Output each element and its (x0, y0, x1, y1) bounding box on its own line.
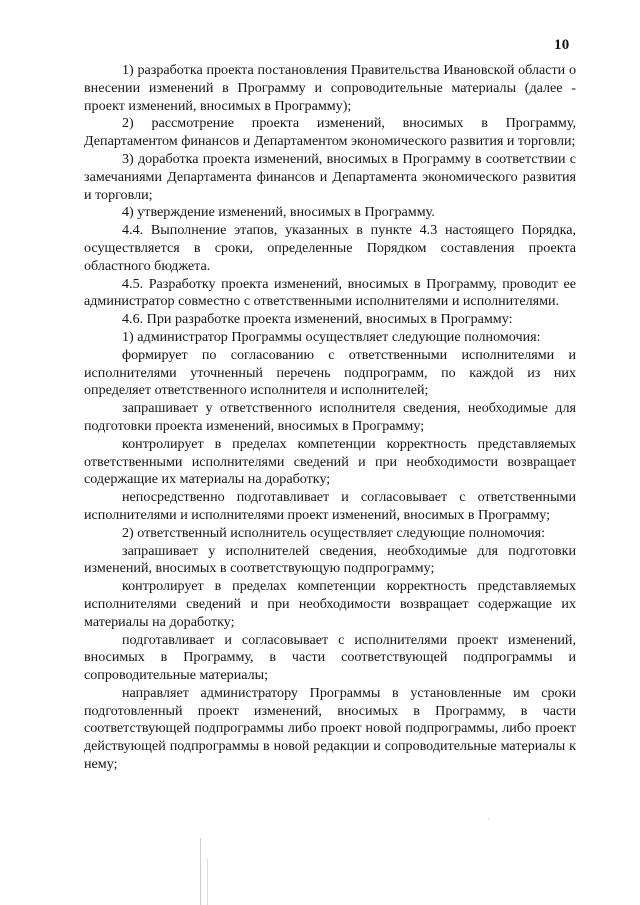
paragraph-admin-powers: 1) администратор Программы осуществляет следующие полномочия: (122, 328, 541, 345)
paragraph-responsible-powers: 2) ответственный исполнитель осуществляет следующие полномочия: (122, 524, 545, 541)
paragraph-responsible-controls: контролирует в пределах компетенции корректность представляемых исполнителями сведений и при необходимости возвращает содержащие их материалы на доработку; (84, 578, 576, 630)
scan-artifact-dot: · (487, 815, 490, 824)
paragraph-item-4: 4) утверждение изменений, вносимых в Программу. (122, 204, 435, 221)
scan-fold-line (200, 838, 201, 905)
paragraph-responsible-prepares: подготавливает и согласовывает с исполнителями проект изменений, вносимых в Программу, в части соответствующей подпрограммы и сопроводительные материалы; (84, 631, 576, 684)
paragraph-item-2: 2) рассмотрение проекта изменений, вносимых в Программу, Департаментом финансов и Департаментом экономического развития и торговли; (84, 115, 576, 150)
document-body (84, 62, 576, 774)
paragraph-responsible-sends: направляет администратору Программы в установленные им сроки подготовленный проект изменений, вносимых в Программу, в части соответствующей подпрограммы либо проект новой подпрограммы, либо проект действующей подпрограммы в новой редакции и сопроводительные материалы к нему; (84, 684, 576, 773)
paragraph-admin-forms-list: формирует по согласованию с ответственными исполнителями и исполнителями уточненный перечень подпрограмм, по каждой из них определяет ответственного исполнителя и исполнителей; (84, 346, 576, 399)
paragraph-item-1: 1) разработка проекта постановления Правительства Ивановской области о внесении изменений в Программу и сопроводительные материалы (далее - проект изменений, вносимых в Программу); (84, 62, 576, 114)
paragraph-item-3: 3) доработка проекта изменений, вносимых в Программу в соответствии с замечаниями Департамента финансов и Департамента экономического развития и торговли; (84, 150, 576, 203)
paragraph-admin-prepares: непосредственно подготавливает и согласовывает с ответственными исполнителями и исполнителями проект изменений, вносимых в Программу; (84, 489, 576, 523)
scan-fold-line-faint (207, 858, 208, 905)
paragraph-section-4-5: 4.5. Разработку проекта изменений, вносимых в Программу, проводит ее администратор совместно с ответственными исполнителями и исполнителями. (84, 275, 576, 310)
paragraph-section-4-4: 4.4. Выполнение этапов, указанных в пункте 4.3 настоящего Порядка, осуществляется в сроки, определенные Порядком составления проекта областного бюджета. (84, 222, 576, 274)
paragraph-section-4-6: 4.6. При разработке проекта изменений, вносимых в Программу: (122, 311, 513, 328)
page-number: 10 (554, 37, 570, 53)
paragraph-responsible-requests: запрашивает у исполнителей сведения, необходимые для подготовки изменений, вносимых в соответствующую подпрограмму; (84, 542, 576, 577)
paragraph-admin-requests: запрашивает у ответственного исполнителя сведения, необходимые для подготовки проекта изменений, вносимых в Программу; (84, 400, 576, 434)
paragraph-admin-controls: контролирует в пределах компетенции корректность представляемых ответственными исполнителями сведений и при необходимости возвращает содержащие их материалы на доработку; (84, 435, 576, 488)
